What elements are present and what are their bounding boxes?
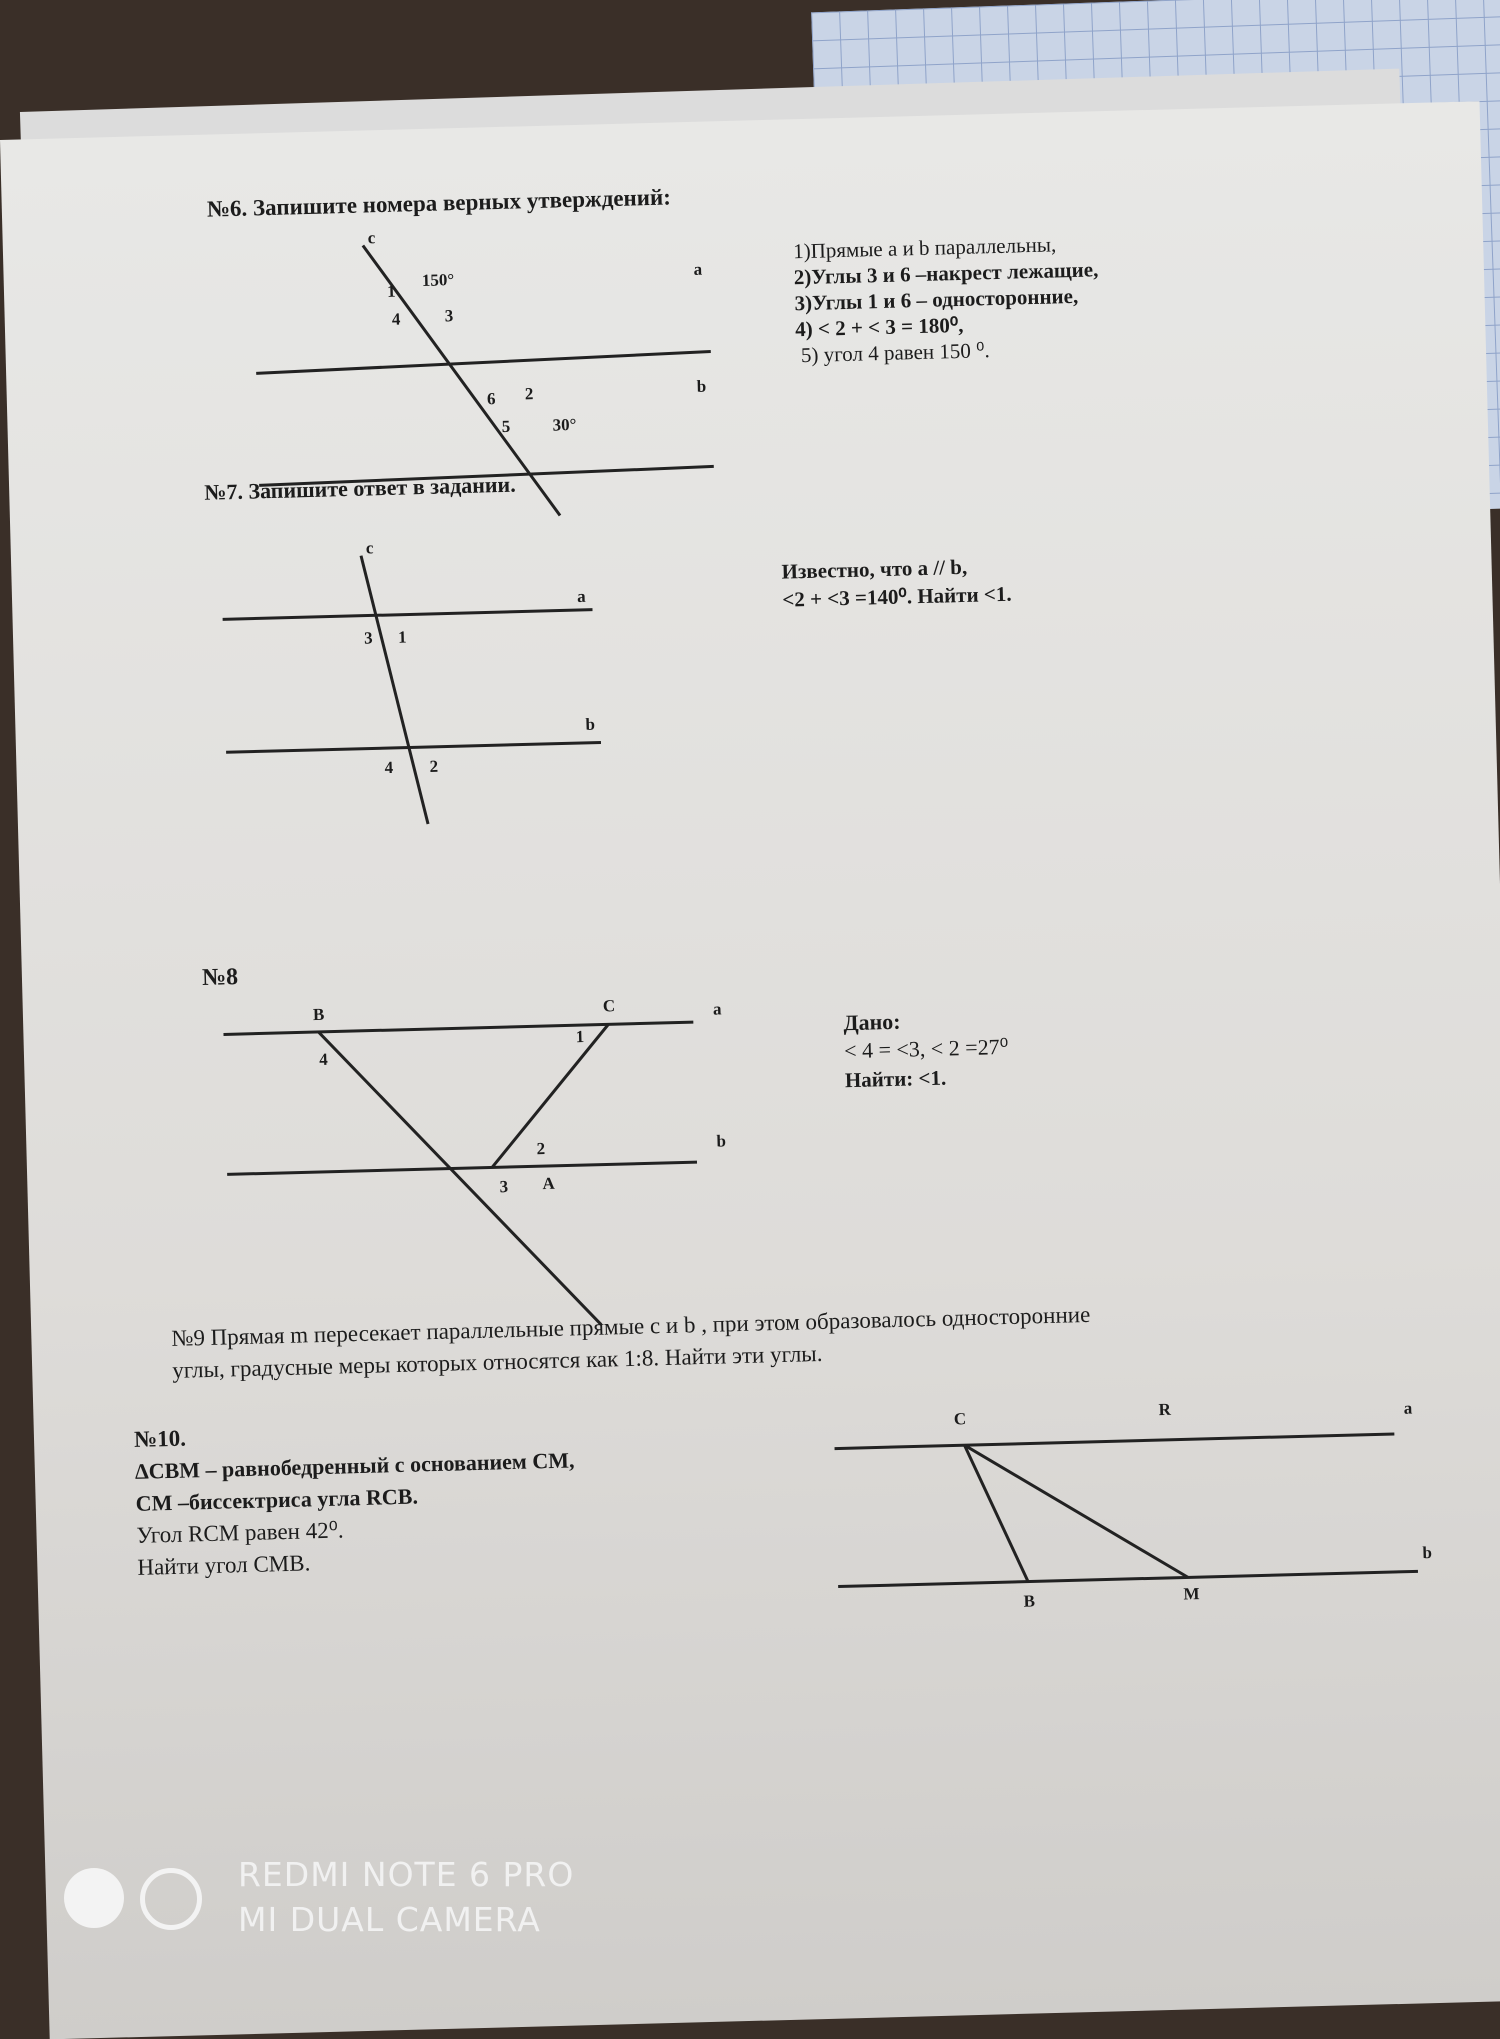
task6-statement-1: 1)Прямые а и b параллельны, — [792, 232, 1057, 264]
task10-label-B: B — [1023, 1591, 1036, 1611]
task10-label-b: b — [1422, 1543, 1433, 1563]
task8-condition: < 4 = <3, < 2 =27⁰ — [843, 1033, 1009, 1064]
task7-angle-3: 3 — [363, 628, 373, 648]
task7-diagram — [221, 544, 608, 844]
task6-angle-2: 2 — [524, 384, 534, 404]
task10-label-R: R — [1158, 1399, 1172, 1420]
watermark-line-1: REDMI NOTE 6 PRO — [238, 1855, 575, 1894]
task8-segment-CA — [488, 1024, 612, 1167]
task6-diagram — [253, 221, 740, 493]
task8-diagram — [223, 1001, 762, 1355]
task7-line-c — [361, 554, 428, 825]
task9-line-2: углы, градусные меры которых относятся как 1:8. Найти эти углы. — [171, 1340, 823, 1383]
task7-line-b — [226, 742, 601, 752]
watermark-line-2: MI DUAL CAMERA — [238, 1900, 541, 1939]
task10-label-C: C — [953, 1409, 967, 1429]
task6-statement-3: 3)Углы 1 и 6 – односторонние, — [794, 283, 1079, 316]
watermark-filled-circle-icon — [64, 1868, 124, 1928]
task9-line-1: №9 Прямая m пересекает параллельные прямые c и b , при этом образовалось односторонние — [171, 1301, 1091, 1351]
task6-angle-150: 150° — [421, 270, 455, 291]
task6-statement-2: 2)Углы 3 и 6 –накрест лежащие, — [793, 257, 1099, 290]
task6-label-c: c — [367, 228, 376, 248]
task6-label-a: a — [693, 259, 703, 279]
task8-line-b — [227, 1162, 697, 1174]
task10-line-1: ΔCBM – равнобедренный с основанием CM, — [134, 1447, 575, 1484]
task6-angle-30: 30° — [552, 415, 577, 435]
task8-line-a — [223, 1022, 693, 1034]
task10-line-2: CM –биссектриса угла RCB. — [135, 1483, 419, 1516]
task8-label-A: A — [542, 1173, 556, 1194]
task8-label-a: a — [712, 999, 722, 1019]
task7-label-b: b — [585, 714, 596, 734]
task8-label-b: b — [716, 1131, 727, 1151]
task8-label-B: B — [312, 1004, 325, 1025]
task8-given-label: Дано: — [843, 1008, 901, 1036]
task7-label-c: c — [365, 538, 374, 558]
task7-label-a: a — [576, 586, 586, 607]
task7-find: <2 + <3 =140⁰. Найти <1. — [781, 581, 1012, 612]
task6-angle-6: 6 — [486, 389, 496, 409]
task6-statement-4: 4) < 2 + < 3 = 180⁰, — [794, 312, 964, 342]
task7-given: Известно, что а // b, — [781, 554, 968, 584]
task8-label-C: C — [602, 996, 616, 1016]
task7-angle-4: 4 — [384, 757, 394, 778]
task10-line-a — [835, 1434, 1395, 1449]
task7-angle-1: 1 — [397, 627, 407, 647]
task6-angle-1: 1 — [386, 281, 396, 301]
task6-angle-3: 3 — [444, 306, 454, 326]
task7-line-a — [223, 610, 593, 620]
task6-line-a — [256, 351, 711, 373]
watermark-ring-circle-icon — [140, 1868, 202, 1930]
task10-segment-CM — [964, 1439, 1188, 1583]
task8-angle-4: 4 — [318, 1049, 328, 1069]
worksheet-page — [0, 101, 1500, 2039]
task10-title: №10. — [133, 1425, 187, 1452]
task8-find: Найти: <1. — [844, 1065, 947, 1093]
task10-line-3: Угол RCM равен 42⁰. — [136, 1517, 344, 1548]
task10-line-b — [838, 1571, 1418, 1586]
task8-angle-1: 1 — [575, 1027, 585, 1047]
task6-angle-5: 5 — [501, 416, 511, 436]
task7-angle-2: 2 — [429, 756, 439, 776]
task6-angle-4: 4 — [391, 309, 401, 329]
task6-label-b: b — [696, 376, 707, 396]
task8-angle-2: 2 — [536, 1139, 546, 1159]
task10-label-a: a — [1403, 1398, 1413, 1418]
task8-title: №8 — [201, 964, 239, 991]
task7-title: №7. Запишите ответ в задании. — [203, 471, 516, 505]
task6-statement-5: 5) угол 4 равен 150 ⁰. — [800, 338, 991, 368]
task10-diagram — [834, 1403, 1439, 1619]
task6-title: №6. Запишите номера верных утверждений: — [206, 184, 672, 222]
task10-label-M: M — [1183, 1584, 1200, 1604]
task8-angle-3: 3 — [499, 1177, 509, 1197]
task8-segment-BA — [318, 1025, 601, 1332]
task10-line-4: Найти угол CMB. — [137, 1550, 311, 1580]
